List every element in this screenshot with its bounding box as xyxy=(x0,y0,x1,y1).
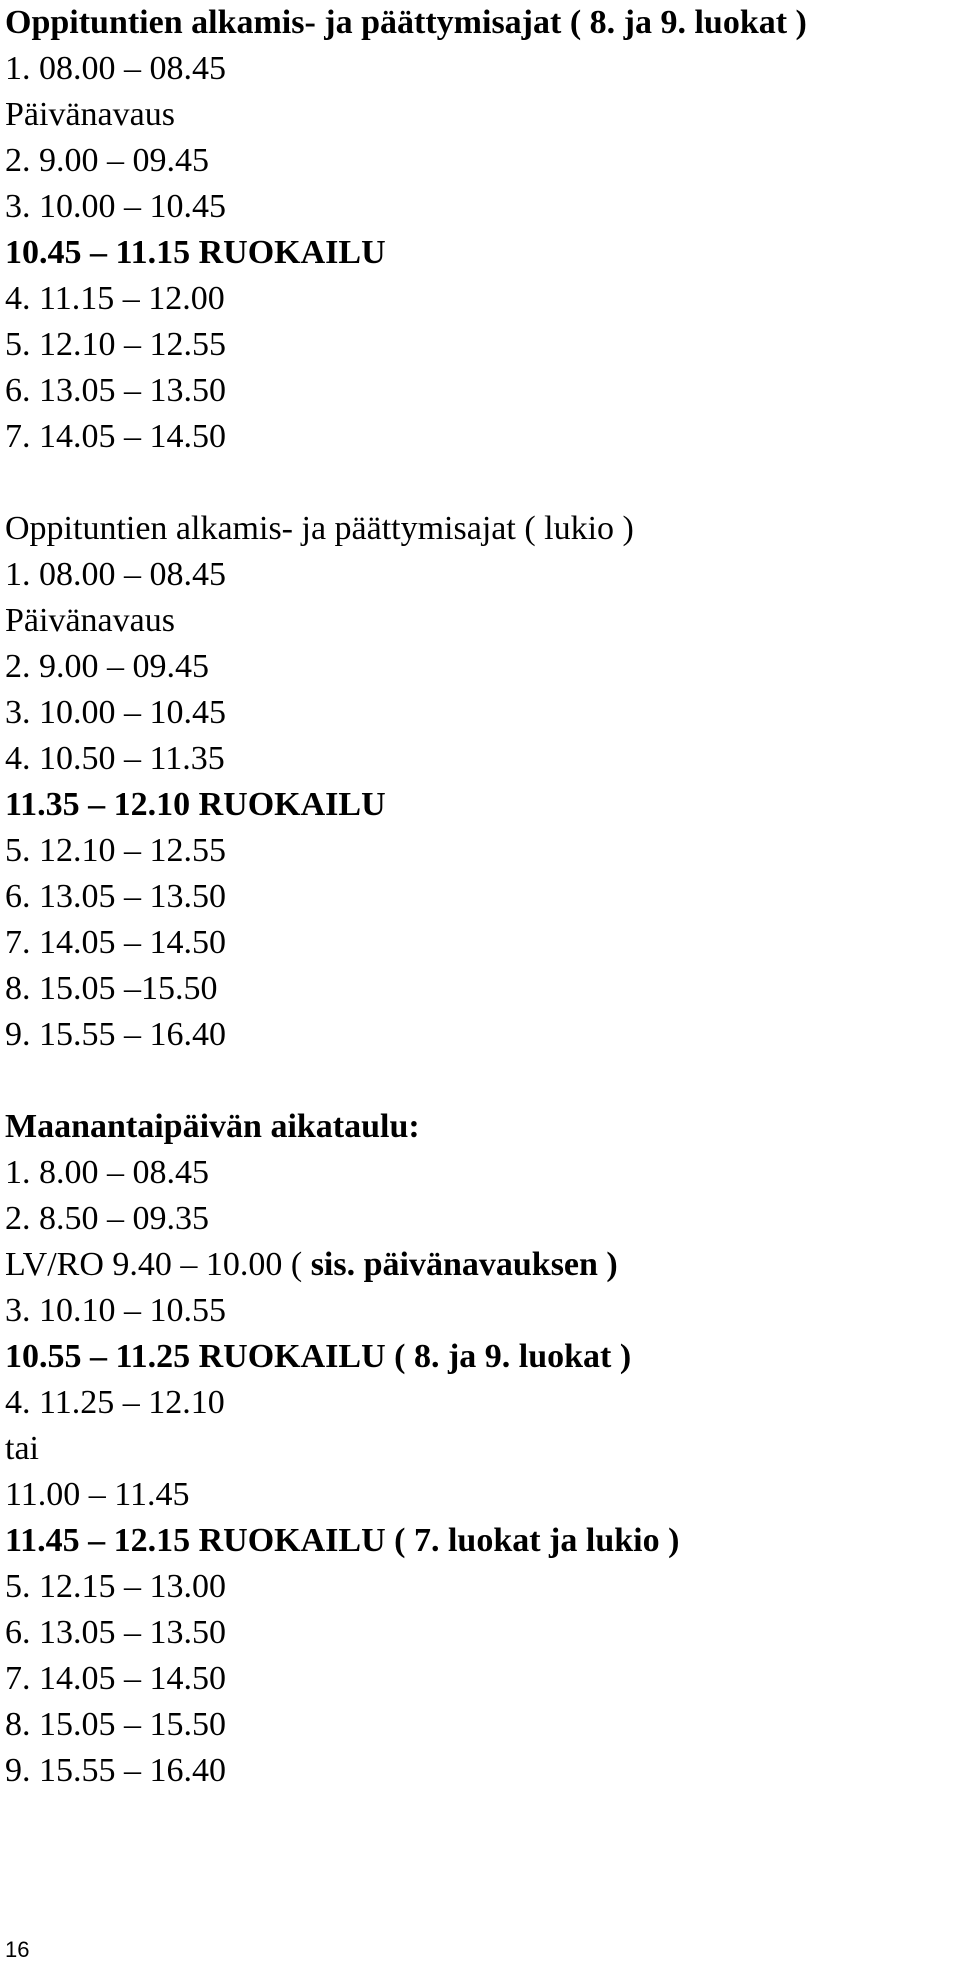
section-spacer xyxy=(5,1058,945,1104)
schedule-line: 6. 13.05 – 13.50 xyxy=(5,878,226,915)
schedule-line: 4. 10.50 – 11.35 xyxy=(5,740,225,777)
schedule-line: 7. 14.05 – 14.50 xyxy=(5,1660,226,1697)
section-heading: Oppituntien alkamis- ja päättymisajat ( lukio ) xyxy=(5,510,634,547)
schedule-line-assembly xyxy=(5,1242,945,1288)
schedule-line: 3. 10.10 – 10.55 xyxy=(5,1292,226,1329)
document-page xyxy=(5,0,945,1794)
schedule-line: 6. 13.05 – 13.50 xyxy=(5,1614,226,1651)
lunch-line: 11.35 – 12.10 RUOKAILU xyxy=(5,786,386,823)
schedule-line: Päivänavaus xyxy=(5,96,175,133)
schedule-line: 4. 11.25 – 12.10 xyxy=(5,1384,225,1421)
schedule-line: 8. 15.05 – 15.50 xyxy=(5,1706,226,1743)
section-spacer xyxy=(5,460,945,506)
schedule-monday xyxy=(5,1104,945,1794)
schedule-line: 9. 15.55 – 16.40 xyxy=(5,1752,226,1789)
schedule-line: 5. 12.10 – 12.55 xyxy=(5,832,226,869)
lunch-line: 11.45 – 12.15 RUOKAILU ( 7. luokat ja lukio ) xyxy=(5,1522,680,1559)
schedule-line: 4. 11.15 – 12.00 xyxy=(5,280,225,317)
schedule-line: 3. 10.00 – 10.45 xyxy=(5,694,226,731)
schedule-line: tai xyxy=(5,1430,39,1467)
schedule-grades-8-9 xyxy=(5,0,945,460)
schedule-line: 1. 08.00 – 08.45 xyxy=(5,556,226,593)
schedule-line: 2. 8.50 – 09.35 xyxy=(5,1200,209,1237)
schedule-line: 6. 13.05 – 13.50 xyxy=(5,372,226,409)
page-number: 16 xyxy=(5,1937,30,1962)
schedule-line: 5. 12.10 – 12.55 xyxy=(5,326,226,363)
schedule-line: 11.00 – 11.45 xyxy=(5,1476,190,1513)
schedule-line: 1. 8.00 – 08.45 xyxy=(5,1154,209,1191)
lunch-line: 10.55 – 11.25 RUOKAILU ( 8. ja 9. luokat ) xyxy=(5,1338,632,1375)
schedule-line: 2. 9.00 – 09.45 xyxy=(5,142,209,179)
schedule-line: 8. 15.05 –15.50 xyxy=(5,970,218,1007)
section-heading: Oppituntien alkamis- ja päättymisajat ( 8. ja 9. luokat ) xyxy=(5,4,807,41)
schedule-line: Päivänavaus xyxy=(5,602,175,639)
schedule-line: 1. 08.00 – 08.45 xyxy=(5,50,226,87)
schedule-line: 7. 14.05 – 14.50 xyxy=(5,924,226,961)
section-heading: Maanantaipäivän aikataulu: xyxy=(5,1108,420,1145)
schedule-line: 5. 12.15 – 13.00 xyxy=(5,1568,226,1605)
schedule-line: 2. 9.00 – 09.45 xyxy=(5,648,209,685)
assembly-note: sis. päivänavauksen ) xyxy=(310,1246,618,1283)
schedule-line: 3. 10.00 – 10.45 xyxy=(5,188,226,225)
assembly-time: LV/RO 9.40 – 10.00 ( xyxy=(5,1246,311,1283)
schedule-line: 9. 15.55 – 16.40 xyxy=(5,1016,226,1053)
lunch-line: 10.45 – 11.15 RUOKAILU xyxy=(5,234,386,271)
schedule-line: 7. 14.05 – 14.50 xyxy=(5,418,226,455)
schedule-upper-secondary xyxy=(5,506,945,1058)
